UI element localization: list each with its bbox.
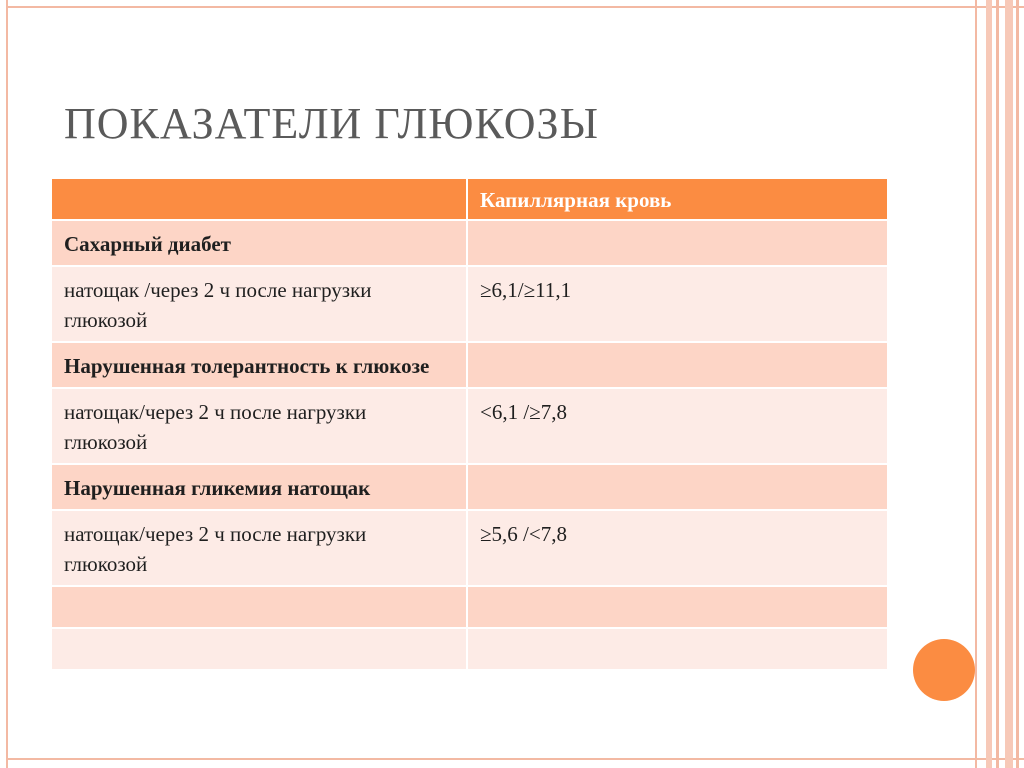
table-header-cell bbox=[52, 179, 468, 221]
table-row bbox=[52, 629, 887, 671]
table-row bbox=[52, 343, 887, 389]
table-cell bbox=[52, 587, 468, 629]
decor-stripe bbox=[1005, 0, 1013, 768]
frame-left-line bbox=[6, 0, 8, 768]
table-cell: натощак /через 2 ч после нагрузки глюкозой bbox=[52, 267, 468, 343]
decor-stripe bbox=[1016, 0, 1019, 768]
glucose-table bbox=[52, 179, 887, 671]
accent-circle bbox=[913, 639, 975, 701]
table-row bbox=[52, 221, 887, 267]
table-cell bbox=[52, 629, 468, 671]
table-cell: Нарушенная гликемия натощак bbox=[52, 465, 468, 511]
table-cell: <6,1 /≥7,8 bbox=[468, 389, 887, 465]
table-cell bbox=[468, 465, 887, 511]
decor-stripe bbox=[996, 0, 999, 768]
frame-bottom-line bbox=[6, 758, 1024, 760]
table-cell: натощак/через 2 ч после нагрузки глюкозой bbox=[52, 511, 468, 587]
table-header-cell: Капиллярная кровь bbox=[468, 179, 887, 221]
table-cell bbox=[468, 629, 887, 671]
table-cell: Сахарный диабет bbox=[52, 221, 468, 267]
table-cell: натощак/через 2 ч после нагрузки глюкозой bbox=[52, 389, 468, 465]
decor-stripe bbox=[975, 0, 977, 768]
decor-stripe bbox=[986, 0, 992, 768]
table-cell: Нарушенная толерантность к глюкозе bbox=[52, 343, 468, 389]
table-row bbox=[52, 389, 887, 465]
table-row bbox=[52, 587, 887, 629]
table-row bbox=[52, 465, 887, 511]
table-cell bbox=[468, 343, 887, 389]
slide-title: ПОКАЗАТЕЛИ ГЛЮКОЗЫ bbox=[64, 99, 599, 148]
table-cell bbox=[468, 587, 887, 629]
table-header-row bbox=[52, 179, 887, 221]
table-cell: ≥5,6 /<7,8 bbox=[468, 511, 887, 587]
table-row bbox=[52, 511, 887, 587]
table-row bbox=[52, 267, 887, 343]
table-cell bbox=[468, 221, 887, 267]
table-cell: ≥6,1/≥11,1 bbox=[468, 267, 887, 343]
frame-top-line bbox=[6, 6, 1024, 8]
